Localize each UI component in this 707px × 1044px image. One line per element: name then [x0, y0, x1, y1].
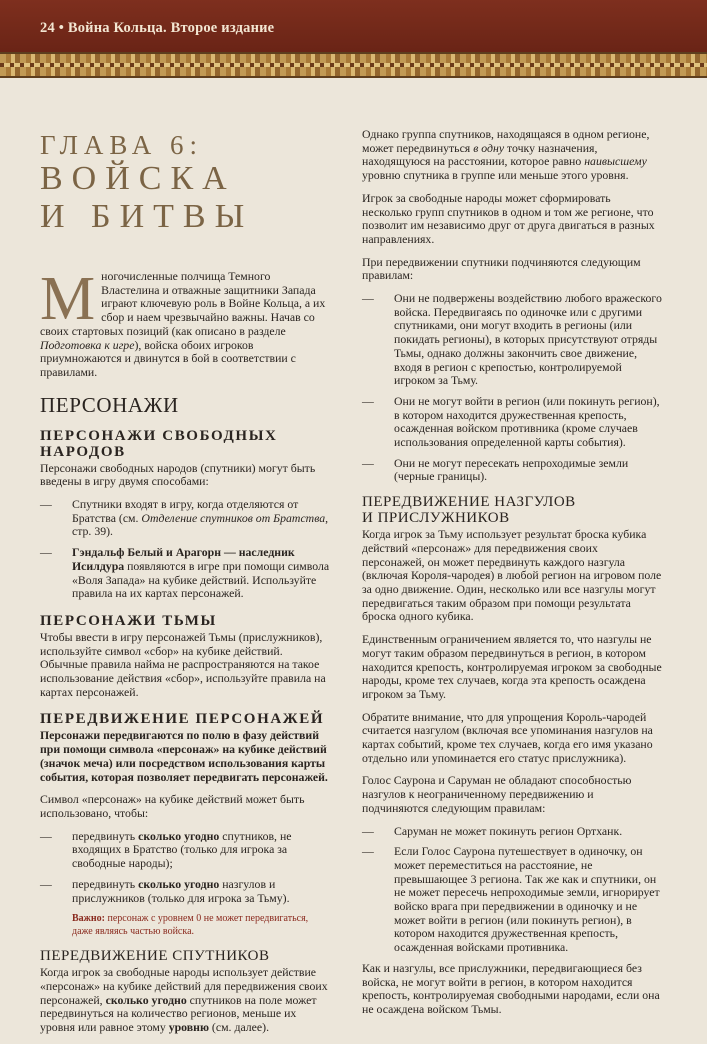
- text: уровню спутника в группе или меньше этого уровня.: [362, 168, 629, 183]
- note-text: персонаж с уровнем 0 не может передвигаться, даже являясь частью войска.: [72, 913, 309, 938]
- dash: —: [362, 291, 374, 306]
- movement-bold-text: Персонажи передвигаются по полю в фазу действий при помощи символа «персонаж» на кубике действий (значок меча) или посредством использования карты события, которая позволяет передвигать персонажей.: [40, 728, 328, 784]
- dash: —: [362, 844, 374, 859]
- list-item: [362, 395, 662, 450]
- important-note: [72, 912, 330, 938]
- text: Однако группа спутников, находящаяся в одном регионе, может передвинуться: [362, 127, 650, 155]
- and-word: и: [163, 545, 176, 560]
- drop-cap: М: [40, 265, 96, 333]
- chapter-number: ГЛАВА 6:: [40, 130, 203, 160]
- list-item: [40, 498, 330, 539]
- bullet-text: Саруман не может покинуть регион Ортханк.: [394, 823, 623, 838]
- page-header-title: 24 • Война Кольца. Второе издание: [40, 20, 275, 36]
- bullet-text: Если Голос Саурона путешествует в одиночку, он может переместиться на расстояние, не превышающее 3 региона. Так же как и спутники, он не может пересечь непроходимые земли, игнорирует войско врага при передвижении в одиночку и не может войти в регион (или покинуть регион), в котором находится дружественная крепость, осажденная войсками противника.: [394, 844, 660, 955]
- dash: —: [40, 876, 52, 891]
- dash: —: [40, 545, 52, 560]
- subsection-title-nazgul-movement: [362, 494, 662, 526]
- right-column: [362, 128, 662, 1026]
- nazgul-paragraph-3: Обратите внимание, что для упрощения Король-чародей считается назгулом (включая все упоминания назгулов на картах событий, кроме тех случаев, когда его имя указано отдельно или упоминается его статус прислужника).: [362, 709, 653, 765]
- left-column: [40, 128, 330, 1044]
- page-header: [0, 0, 707, 52]
- text: (см. далее).: [208, 1020, 270, 1035]
- bullet-text-end: назгулов и прислужников (только для игрока за Тьму).: [72, 876, 290, 905]
- subsection-title-character-movement: ПЕРЕДВИЖЕНИЕ ПЕРСОНАЖЕЙ: [40, 711, 325, 728]
- gandalf-name: Гэндальф Белый: [72, 545, 163, 560]
- italic-text: в одну: [473, 140, 505, 155]
- free-peoples-paragraph: Персонажи свободных народов (спутники) могут быть введены в игру двумя способами:: [40, 460, 316, 489]
- bullet-text: Спутники входят в игру, когда отделяются от Братства (см.: [72, 497, 299, 525]
- list-item: [362, 845, 662, 955]
- nazgul-paragraph-5: Как и назгулы, все прислужники, передвигающиеся без войска, не могут войти в регион, в котором находится крепость, контролируемая свободными народами, если она не осаждена войском Тьмы.: [362, 960, 660, 1016]
- dash: —: [362, 393, 374, 408]
- chapter-title-line2: ВОЙСКА: [40, 160, 236, 197]
- bullet-text: передвинуть: [72, 876, 139, 891]
- nazgul-paragraph-4: Голос Саурона и Саруман не обладают способностью назгулов к неограниченному передвижению и подчиняются следующим правилам:: [362, 773, 632, 815]
- companions-paragraph: [40, 966, 330, 1035]
- bullet-text: Они не могут войти в регион (или покинуть регион), в котором находится дружественная крепость, осажденная войском противника (кроме случаев использования определенной карты события).: [394, 393, 660, 450]
- text: Когда игрок за свободные народы использует действие «персонаж» на кубике действий для передвижения своих персонажей,: [40, 965, 328, 1007]
- nazgul-paragraph-2: Единственным ограничением является то, что назгулы не могут таким образом передвинуться в регион, в котором находится крепость, контролируемая игроком за свободные народы, кроме тех случаев, когда эта крепость осаждена игроком за Тьму.: [362, 632, 662, 701]
- bold-text: уровню: [168, 1020, 209, 1035]
- aragorn-name: Арагорн — наследник Исилдура: [72, 545, 295, 573]
- section-title-characters: ПЕРСОНАЖИ: [40, 392, 179, 417]
- nazgul-paragraph-1: Когда игрок за Тьму использует результат броска кубика действий «персонаж» для передвижения своих персонажей, он может передвинуть каждого назгула (включая Короля-чародея) в любой регион на игровом поле за одно движение. Один, несколько или все назгулы могут передвигаться таким образом при помощи результата броска одного кубика.: [362, 527, 662, 624]
- list-item: [362, 292, 662, 388]
- subsection-title-companion-movement: ПЕРЕДВИЖЕНИЕ СПУТНИКОВ: [40, 948, 270, 965]
- intro-paragraph: [40, 265, 330, 380]
- companions-groups-paragraph: Игрок за свободные народы может сформировать несколько групп спутников в одном и том же регионе, что позволит им независимо друг от друга двигаться в разных направлениях.: [362, 190, 655, 246]
- companions-group-paragraph: [362, 128, 662, 183]
- bullet-ref: Отделение спутников от Братства: [141, 510, 326, 525]
- bullet-text-end: спутников, не входящих в Братство (только для игрока за свободные народы);: [72, 828, 292, 871]
- bullet-text-end: , стр. 39).: [72, 510, 329, 539]
- list-item: [362, 825, 662, 839]
- dash: —: [40, 497, 52, 512]
- subsection-title-shadow: ПЕРСОНАЖИ ТЬМЫ: [40, 612, 217, 629]
- text: точку назначения, находящуюся на расстоянии, которое равно: [362, 140, 598, 169]
- dash: —: [40, 828, 52, 843]
- movement-bold-paragraph: [40, 729, 330, 784]
- intro-text2: ), войска обоих игроков приумножаются и двинутся в бой в соответствии с правилами.: [40, 337, 296, 379]
- dash: —: [362, 823, 374, 838]
- list-item: [40, 830, 330, 871]
- nazgul-title-line2: И ПРИСЛУЖНИКОВ: [362, 510, 510, 527]
- bullet-text: Они не могут пересекать непроходимые земли (черные границы).: [394, 455, 629, 484]
- movement-paragraph: Символ «персонаж» на кубике действий может быть использовано, чтобы:: [40, 792, 305, 820]
- text: спутников на поле может передвинуться на количество регионов, меньше их уровня или равное этому: [40, 992, 317, 1035]
- intro-ref: Подготовка к игре: [40, 337, 135, 352]
- bold-text: сколько угодно: [105, 992, 187, 1007]
- intro-text: ногочисленные полчища Темного Властелина и отважные защитники Запада играют ключевую роль в Войне Кольца, а их сбор и наем чрезвычайно важны. Начав со своих стартовых позиций (как описано в разделе: [40, 269, 326, 338]
- bullet-bold: сколько угодно: [138, 828, 220, 843]
- bullet-text: появляются в игре при помощи символа «Воля Запада» на кубике действий. Используйте правила на их картах персонажей.: [72, 558, 330, 601]
- bullet-text: Они не подвержены воздействию любого вражеского войска. Передвигаясь по одиночке или с другими спутниками, они могут входить в регионы (или покидать регионы), в которых присутствуют отряды Тьмы, однако должны закончить свое движение, входя в регион с крепостью, контролируемой игроком за Тьму.: [394, 291, 662, 388]
- note-label: Важно:: [72, 913, 106, 925]
- chapter-title-line3: И БИТВЫ: [40, 198, 254, 235]
- chapter-title: [40, 130, 330, 236]
- list-item: [362, 457, 662, 484]
- bullet-bold: сколько угодно: [138, 876, 220, 891]
- list-item: [40, 546, 330, 601]
- nazgul-title-line1: ПЕРЕДВИЖЕНИЕ НАЗГУЛОВ: [362, 494, 576, 511]
- bullet-text: передвинуть: [72, 828, 139, 843]
- italic-text: наивысшему: [584, 154, 647, 169]
- decorative-border: [0, 52, 707, 78]
- subsection-title-free-peoples: ПЕРСОНАЖИ СВОБОДНЫХ НАРОДОВ: [40, 427, 278, 460]
- shadow-paragraph: Чтобы ввести в игру персонажей Тьмы (прислужников), используйте символ «сбор» на кубике действий. Обычные правила найма не распространяются на такое использование действия «сбор», используйте правила на картах персонажей.: [40, 629, 326, 699]
- dash: —: [362, 455, 374, 470]
- list-item: [40, 878, 330, 905]
- companions-rules-intro: При передвижении спутники подчиняются следующим правилам:: [362, 254, 641, 283]
